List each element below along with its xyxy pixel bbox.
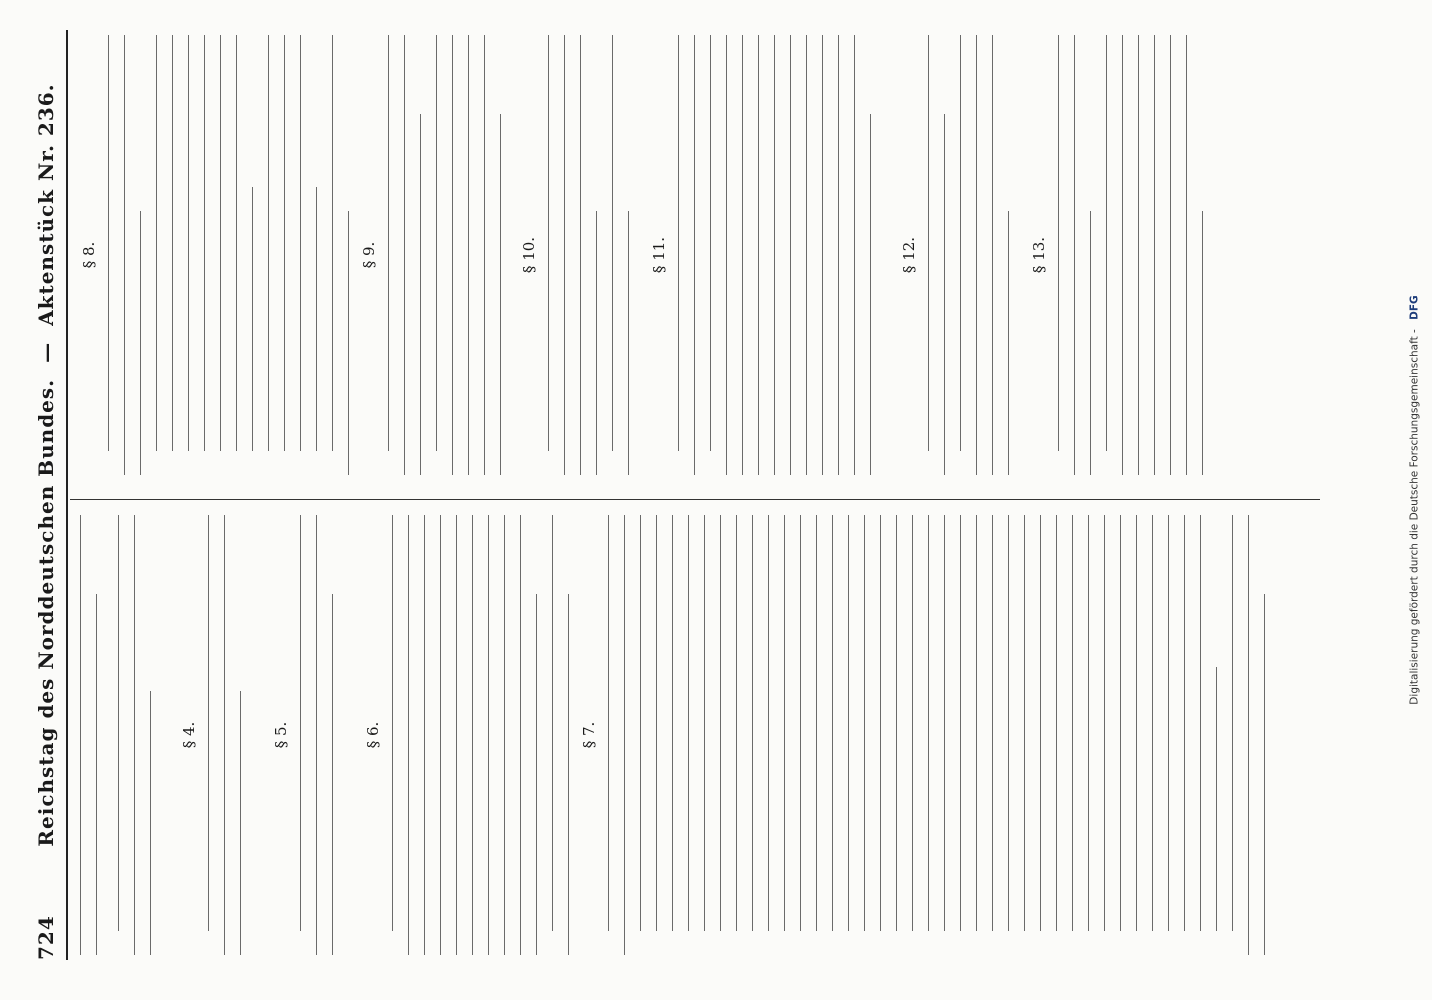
running-title — [34, 30, 58, 900]
section-heading: § 8. — [80, 241, 98, 269]
journal-title: Reichstag des Norddeutschen Bundes. — [34, 378, 58, 847]
text-block — [388, 35, 516, 475]
section-heading: § 12. — [900, 236, 918, 274]
page-number: 724 — [34, 915, 58, 960]
text-block — [608, 515, 1280, 955]
left-column — [80, 515, 1300, 955]
text-block — [678, 35, 886, 475]
column-divider — [70, 499, 1320, 500]
section-heading: § 13. — [1030, 236, 1048, 274]
credit-text: Digitalisierung gefördert durch die Deutsche Forschungsgemeinschaft - — [1409, 329, 1421, 705]
running-header — [32, 30, 60, 960]
text-block — [548, 35, 644, 475]
section-heading: § 11. — [650, 236, 668, 274]
header-rule — [66, 30, 68, 960]
dfg-logo-icon: DFG — [1409, 295, 1421, 320]
document-number: Aktenstück Nr. 236. — [34, 83, 58, 326]
text-block — [392, 515, 584, 955]
text-block — [1058, 35, 1218, 475]
text-block — [928, 35, 1024, 475]
section-heading: § 9. — [360, 241, 378, 269]
text-block — [108, 35, 364, 475]
section-heading: § 7. — [580, 721, 598, 749]
digitization-credit — [1404, 0, 1426, 1000]
text-block — [208, 515, 256, 955]
section-heading: § 4. — [180, 721, 198, 749]
section-heading: § 10. — [520, 236, 538, 274]
text-block — [300, 515, 348, 955]
right-column — [80, 35, 1300, 475]
section-heading: § 5. — [272, 721, 290, 749]
text-block — [118, 515, 166, 955]
text-block — [80, 515, 112, 955]
section-heading: § 6. — [364, 721, 382, 749]
header-separator: — — [34, 341, 58, 363]
